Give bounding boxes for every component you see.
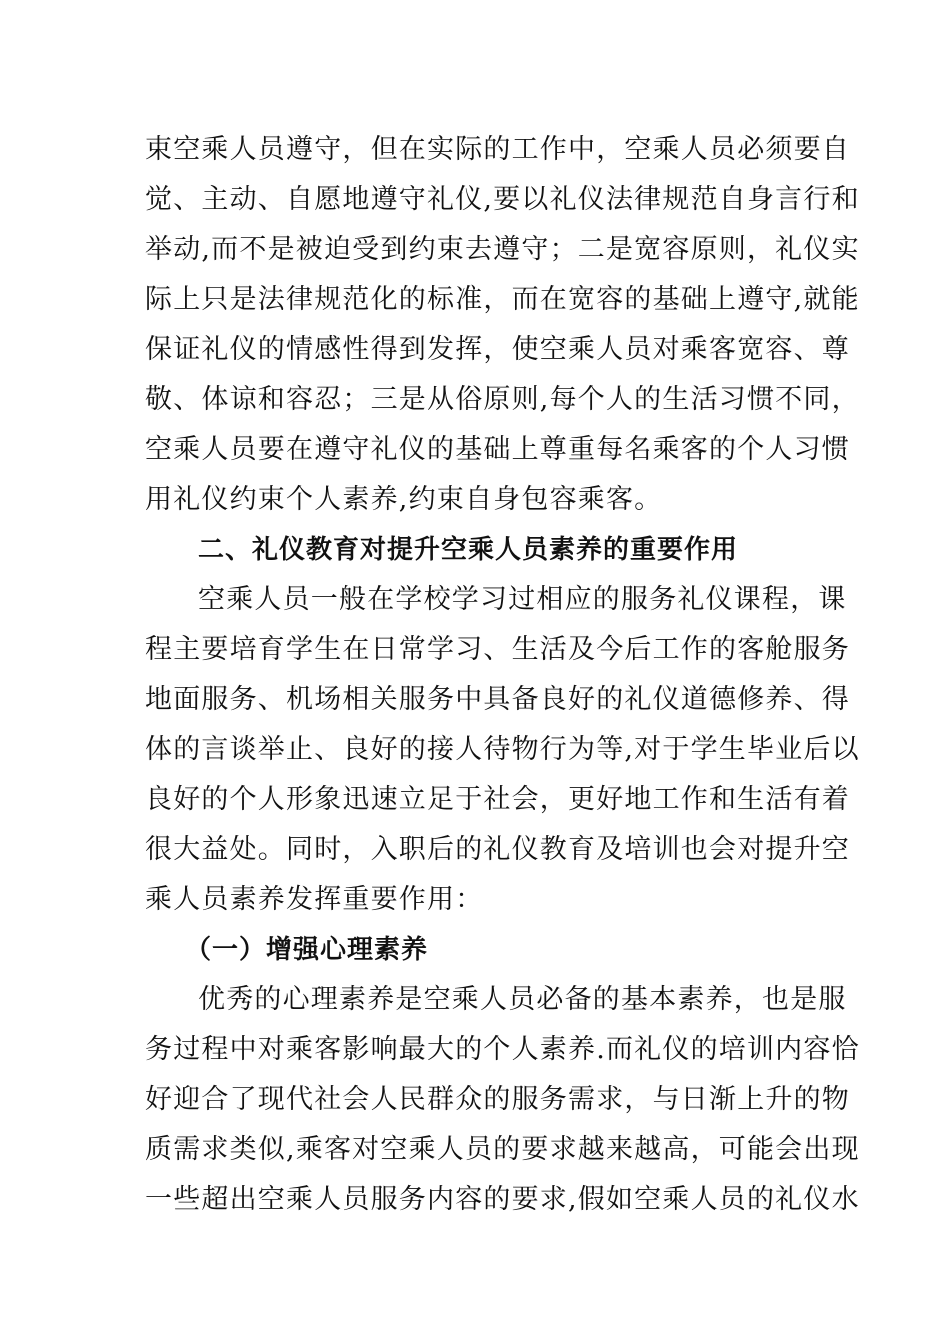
paragraph-line: 际上只是法律规范化的标准，而在宽容的基础上遵守,就能 xyxy=(145,284,860,315)
paragraph-line: 良好的个人形象迅速立足于社会，更好地工作和生活有着 xyxy=(145,784,850,815)
paragraph-line: 保证礼仪的情感性得到发挥，使空乘人员对乘客宽容、尊 xyxy=(145,334,850,365)
paragraph-line: 乘人员素养发挥重要作用： xyxy=(145,884,484,915)
paragraph-line: 敬、体谅和容忍；三是从俗原则,每个人的生活习惯不同， xyxy=(145,384,860,415)
paragraph-line: 质需求类似,乘客对空乘人员的要求越来越高，可能会出现 xyxy=(145,1134,860,1165)
paragraph-line: 空乘人员一般在学校学习过相应的服务礼仪课程，课 xyxy=(198,584,847,615)
paragraph-line: 程主要培育学生在日常学习、生活及今后工作的客舱服务 xyxy=(145,634,850,665)
paragraph-line: 觉、主动、自愿地遵守礼仪,要以礼仪法律规范自身言行和 xyxy=(145,184,860,215)
paragraph-line: 束空乘人员遵守，但在实际的工作中，空乘人员必须要自 xyxy=(145,134,850,165)
paragraph-line: 用礼仪约束个人素养,约束自身包容乘客。 xyxy=(145,484,663,515)
paragraph-line: 一些超出空乘人员服务内容的要求,假如空乘人员的礼仪水 xyxy=(145,1184,860,1215)
paragraph-line: 地面服务、机场相关服务中具备良好的礼仪道德修养、得 xyxy=(145,684,850,715)
paragraph-line: 空乘人员要在遵守礼仪的基础上尊重每名乘客的个人习惯 xyxy=(145,434,850,465)
paragraph-line: 优秀的心理素养是空乘人员必备的基本素养，也是服 xyxy=(198,984,847,1015)
paragraph-line: 体的言谈举止、良好的接人待物行为等,对于学生毕业后以 xyxy=(145,734,860,765)
section-heading: 二、礼仪教育对提升空乘人员素养的重要作用 xyxy=(198,535,739,565)
paragraph-line: 很大益处。同时，入职后的礼仪教育及培训也会对提升空 xyxy=(145,834,850,865)
paragraph-line: 务过程中对乘客影响最大的个人素养.而礼仪的培训内容恰 xyxy=(145,1034,860,1065)
paragraph-line: 举动,而不是被迫受到约束去遵守；二是宽容原则，礼仪实 xyxy=(145,234,860,265)
subsection-heading: （一）增强心理素养 xyxy=(185,935,429,965)
paragraph-line: 好迎合了现代社会人民群众的服务需求，与日渐上升的物 xyxy=(145,1084,850,1115)
